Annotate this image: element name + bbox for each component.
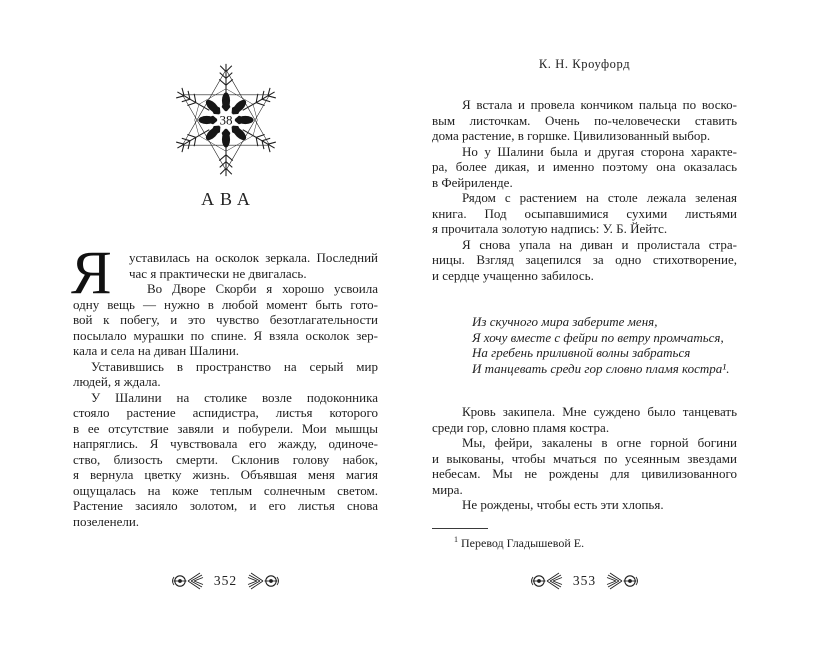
text-line: Мы, фейри, закалены в огне горной богини [462, 435, 737, 450]
paragraph [432, 144, 737, 191]
right-page-footer [432, 570, 737, 592]
text-line: ощущалась на коже теплым солнечным светом. [73, 482, 378, 498]
paragraph [432, 97, 737, 144]
text-line: Я встала и провела кончиком пальца по воско- [462, 97, 737, 112]
text-line: в ее отсутствие завяли и побурели. Мои мышцы [73, 420, 378, 436]
footnote-label: Перевод Гладышевой Е. [461, 536, 585, 550]
text-line: Рядом с растением на столе лежала зеленая [462, 190, 737, 205]
poem-block [472, 314, 737, 376]
drop-cap: Я [71, 240, 112, 307]
footnote-text [432, 536, 737, 551]
text-line: ство, близость смерти. Склонив голову набок, [73, 451, 378, 467]
text-line: Я снова упала на диван и пролистала стра- [462, 236, 737, 252]
text-line: позеленели. [73, 513, 140, 529]
page-number: 352 [213, 573, 238, 588]
footer-ornament-icon [529, 571, 563, 591]
text-line: в Фейриленде. [432, 174, 513, 190]
text-line: Растение засияло золотом, и его листья снова [73, 498, 378, 513]
text-line: напряглись. Я чувствовала его жажду, одиноче- [73, 436, 378, 451]
poem-line: Из скучного мира заберите меня, [472, 314, 658, 329]
text-line: Во Дворе Скорби я хорошо усвоила [147, 281, 378, 296]
text-line: Не рождены, чтобы есть эти хлопья. [462, 497, 664, 512]
text-line: стояло растение аспидистра, листья которого [73, 405, 378, 420]
text-line: вой к побегу, и это чувство безотлагательности [73, 312, 378, 327]
poem-line: Я хочу вместе с фейри по ветру промчаться, [472, 329, 724, 345]
text-line: дома растение, в горшке. Цивилизованный выбор. [432, 128, 711, 143]
text-line: кала и села на диван Шалини. [73, 343, 240, 358]
footer-ornament-icon [606, 571, 640, 591]
text-line: Уставившись в пространство на серый мир [91, 358, 378, 374]
footnote-marker: 1 [454, 535, 458, 544]
text-line: и выкованы, чтобы мчаться по усеянным звездами [432, 450, 737, 466]
text-line: книга. Под осыпавшимися сухими листьями [432, 205, 737, 221]
text-line: мира. [432, 481, 463, 497]
paragraph [432, 190, 737, 237]
paragraph [432, 237, 737, 284]
text-line: посылало мурашки по спине. Я взяла осколок зер- [73, 327, 378, 343]
text-line: и сердце учащенно забилось. [432, 267, 594, 283]
running-header: К. Н. Кроуфорд [538, 57, 631, 71]
text-line: час я практически не двигалась. [129, 265, 307, 281]
paragraph [432, 404, 737, 435]
text-line: среди гор, словно пламя костра. [432, 419, 610, 435]
footnote-rule [432, 528, 488, 529]
text-line: людей, я ждала. [73, 374, 161, 389]
text-line: уставилась на осколок зеркала. Последний [129, 250, 378, 265]
text-line: ницы. Взгляд зацепился за одно стихотворение, [432, 252, 737, 267]
chapter-number: 38 [218, 112, 233, 128]
paragraph [432, 435, 737, 497]
chapter-title: АВА [201, 189, 256, 209]
paragraph [432, 497, 737, 513]
text-line: я прочитала золотую надпись: У. Б. Йейтс. [432, 221, 668, 236]
text-line: У Шалини на столике возле подоконника [91, 389, 378, 405]
footnote [432, 528, 737, 551]
text-line: Кровь закипела. Мне суждено было танцевать [462, 404, 737, 419]
text-line: Но у Шалини была и другая сторона характе- [462, 143, 737, 159]
text-line: небесам. Мы не рождены для цивилизованного [432, 466, 737, 481]
right-page-body [432, 97, 737, 513]
poem-line: И танцевать среди гор словно пламя костра¹. [472, 360, 730, 376]
text-line: я вернула цветку жизнь. Объявшая меня магия [73, 467, 378, 482]
text-line: одну вещь — нужно в любой момент быть гото- [73, 296, 378, 312]
page-number: 353 [572, 573, 597, 588]
text-line: вым листочкам. Очень по-человечески ставить [432, 112, 737, 128]
text-line: ра, более дикая, и именно поэтому она оказалась [432, 159, 737, 174]
poem-line: На гребень приливной волны забраться [472, 345, 691, 360]
